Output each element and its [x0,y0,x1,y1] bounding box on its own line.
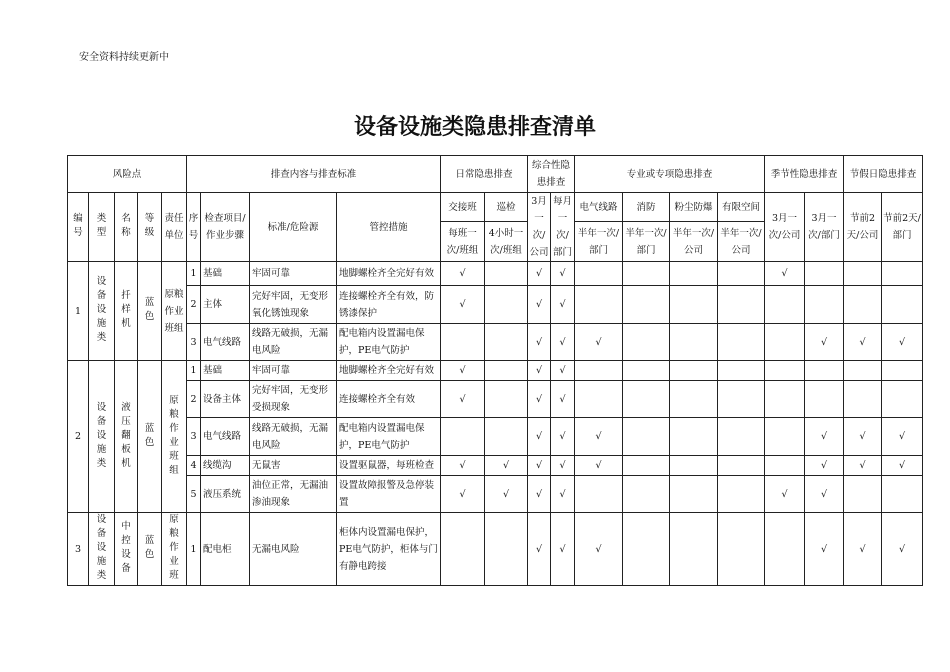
check-mark: √ [485,456,528,476]
control-measure: 柜体内设置漏电保护，PE电气防护，柜体与门有静电跨接 [337,513,441,586]
check-mark: √ [844,513,882,586]
row-seq: 3 [187,324,201,361]
risk-type: 设备设施类 [96,514,107,581]
check-mark: √ [528,513,551,586]
page-title: 设备设施类隐患排查清单 [353,115,596,140]
hazard-standard: 完好牢固，无变形氧化锈蚀现象 [250,286,337,324]
check-item: 电气线路 [201,418,250,456]
col-header: 标准/危险源 [250,193,337,262]
control-measure: 连接螺栓齐全有效 [337,381,441,418]
row-seq: 1 [187,361,201,381]
check-item: 电气线路 [201,324,250,361]
check-mark: √ [844,324,882,361]
row-seq: 1 [187,262,201,286]
col-header: 类型 [96,213,107,238]
table-row [68,476,923,513]
col-header: 每月一次/部门 [551,193,575,262]
check-mark: √ [551,361,575,381]
check-mark: √ [528,418,551,456]
group-header: 综合性隐患排查 [528,156,575,193]
check-mark: √ [575,324,623,361]
row-seq: 2 [187,381,201,418]
group-header: 专业或专项隐患排查 [575,156,765,193]
check-mark: √ [551,262,575,286]
check-mark: √ [575,418,623,456]
check-mark: √ [551,286,575,324]
check-mark: √ [882,324,923,361]
check-mark: √ [551,324,575,361]
col-header: 等级 [144,213,155,238]
control-measure: 设置驱鼠器，每班检查 [337,456,441,476]
check-mark: √ [805,513,844,586]
table-row [68,418,923,456]
col-header: 节前2天/部门 [882,193,923,262]
check-mark: √ [575,513,623,586]
equipment-name: 扦样机 [121,290,131,329]
check-mark: √ [528,324,551,361]
check-mark: √ [485,476,528,513]
col-header: 3月一次/公司 [528,193,551,262]
col-header: 交接班 [441,193,485,222]
group-header-row [68,156,923,193]
check-mark: √ [844,456,882,476]
equipment-name: 液压翻板机 [121,401,131,469]
row-number: 3 [68,513,89,586]
hazard-standard: 线路无破损，无漏电风险 [250,324,337,361]
col-header: 巡检 [485,193,528,222]
check-mark: √ [441,381,485,418]
row-number: 1 [68,262,89,361]
control-measure: 地脚螺栓齐全完好有效 [337,262,441,286]
check-mark: √ [765,262,805,286]
row-seq: 2 [187,286,201,324]
row-seq: 4 [187,456,201,476]
responsible-unit: 原粮作业班 [169,514,179,581]
check-mark: √ [551,381,575,418]
row-number: 2 [68,361,89,513]
check-mark: √ [882,513,923,586]
check-item: 配电柜 [201,513,250,586]
control-measure: 配电箱内设置漏电保护，PE电气防护 [337,324,441,361]
check-mark: √ [441,262,485,286]
table-row [68,513,923,586]
check-item: 基础 [201,361,250,381]
col-header: 粉尘防爆 [670,193,718,222]
col-header: 电气线路 [575,193,623,222]
check-mark: √ [441,361,485,381]
col-subheader: 半年一次/公司 [718,222,765,262]
col-header: 责任单位 [162,193,187,262]
risk-type: 设备设施类 [96,276,107,343]
row-seq: 1 [187,513,201,586]
check-mark: √ [551,513,575,586]
col-header: 序号 [187,193,201,262]
check-mark: √ [528,381,551,418]
row-seq: 3 [187,418,201,456]
check-mark: √ [805,324,844,361]
control-measure: 配电箱内设置漏电保护，PE电气防护 [337,418,441,456]
hazard-standard: 无漏电风险 [250,513,337,586]
responsible-unit: 原粮作业班组 [169,394,179,476]
hazard-standard: 油位正常，无漏油渗油现象 [250,476,337,513]
check-mark: √ [805,476,844,513]
equipment-name: 中控设备 [121,521,131,574]
col-header: 管控措施 [337,193,441,262]
check-mark: √ [882,456,923,476]
risk-type: 设备设施类 [96,401,107,469]
row-seq: 5 [187,476,201,513]
col-subheader: 每班一次/班组 [441,222,485,262]
control-measure: 连接螺栓齐全有效，防锈漆保护 [337,286,441,324]
check-mark: √ [528,286,551,324]
watermark-text: 安全资料持续更新中 [79,52,169,63]
check-mark: √ [805,418,844,456]
col-header: 消防 [623,193,670,222]
hazard-standard: 线路无破损，无漏电风险 [250,418,337,456]
col-header: 3月一次/部门 [805,193,844,262]
check-item: 主体 [201,286,250,324]
check-mark: √ [765,476,805,513]
col-header: 编号 [73,213,83,238]
check-mark: √ [441,286,485,324]
group-header: 风险点 [68,156,187,193]
check-mark: √ [528,262,551,286]
table-row [68,324,923,361]
col-subheader: 半年一次/部门 [575,222,623,262]
check-mark: √ [528,456,551,476]
col-header: 名称 [121,213,131,238]
col-header: 有限空间 [718,193,765,222]
check-item: 设备主体 [201,381,250,418]
check-item: 线缆沟 [201,456,250,476]
risk-level: 蓝色 [144,422,155,448]
check-mark: √ [551,476,575,513]
table-row [68,286,923,324]
group-header: 日常隐患排查 [441,156,528,193]
check-mark: √ [575,456,623,476]
table-row [68,262,923,286]
column-header-row [68,193,923,222]
group-header: 节假日隐患排查 [844,156,923,193]
col-header: 检查项目/作业步骤 [201,193,250,262]
check-mark: √ [551,418,575,456]
hazard-standard: 牢固可靠 [250,361,337,381]
risk-level: 蓝色 [144,297,155,322]
hazard-standard: 完好牢固，无变形受损现象 [250,381,337,418]
control-measure: 设置故障报警及急停装置 [337,476,441,513]
check-item: 液压系统 [201,476,250,513]
check-item: 基础 [201,262,250,286]
col-subheader: 半年一次/公司 [670,222,718,262]
check-mark: √ [551,456,575,476]
table-row [68,456,923,476]
check-mark: √ [882,418,923,456]
check-mark: √ [528,476,551,513]
risk-level: 蓝色 [144,535,155,560]
hazard-standard: 无鼠害 [250,456,337,476]
check-mark: √ [441,476,485,513]
col-header: 3月一次/公司 [765,193,805,262]
group-header: 排查内容与排查标准 [187,156,441,193]
table-row [68,361,923,381]
responsible-unit: 原粮作业班组 [162,262,187,361]
col-subheader: 半年一次/部门 [623,222,670,262]
check-mark: √ [805,456,844,476]
hazard-checklist-table [67,155,923,586]
group-header: 季节性隐患排查 [765,156,844,193]
table-row [68,381,923,418]
control-measure: 地脚螺栓齐全完好有效 [337,361,441,381]
check-mark: √ [441,456,485,476]
col-subheader: 4小时一次/班组 [485,222,528,262]
check-mark: √ [844,418,882,456]
hazard-standard: 牢固可靠 [250,262,337,286]
col-header: 节前2天/公司 [844,193,882,262]
check-mark: √ [528,361,551,381]
